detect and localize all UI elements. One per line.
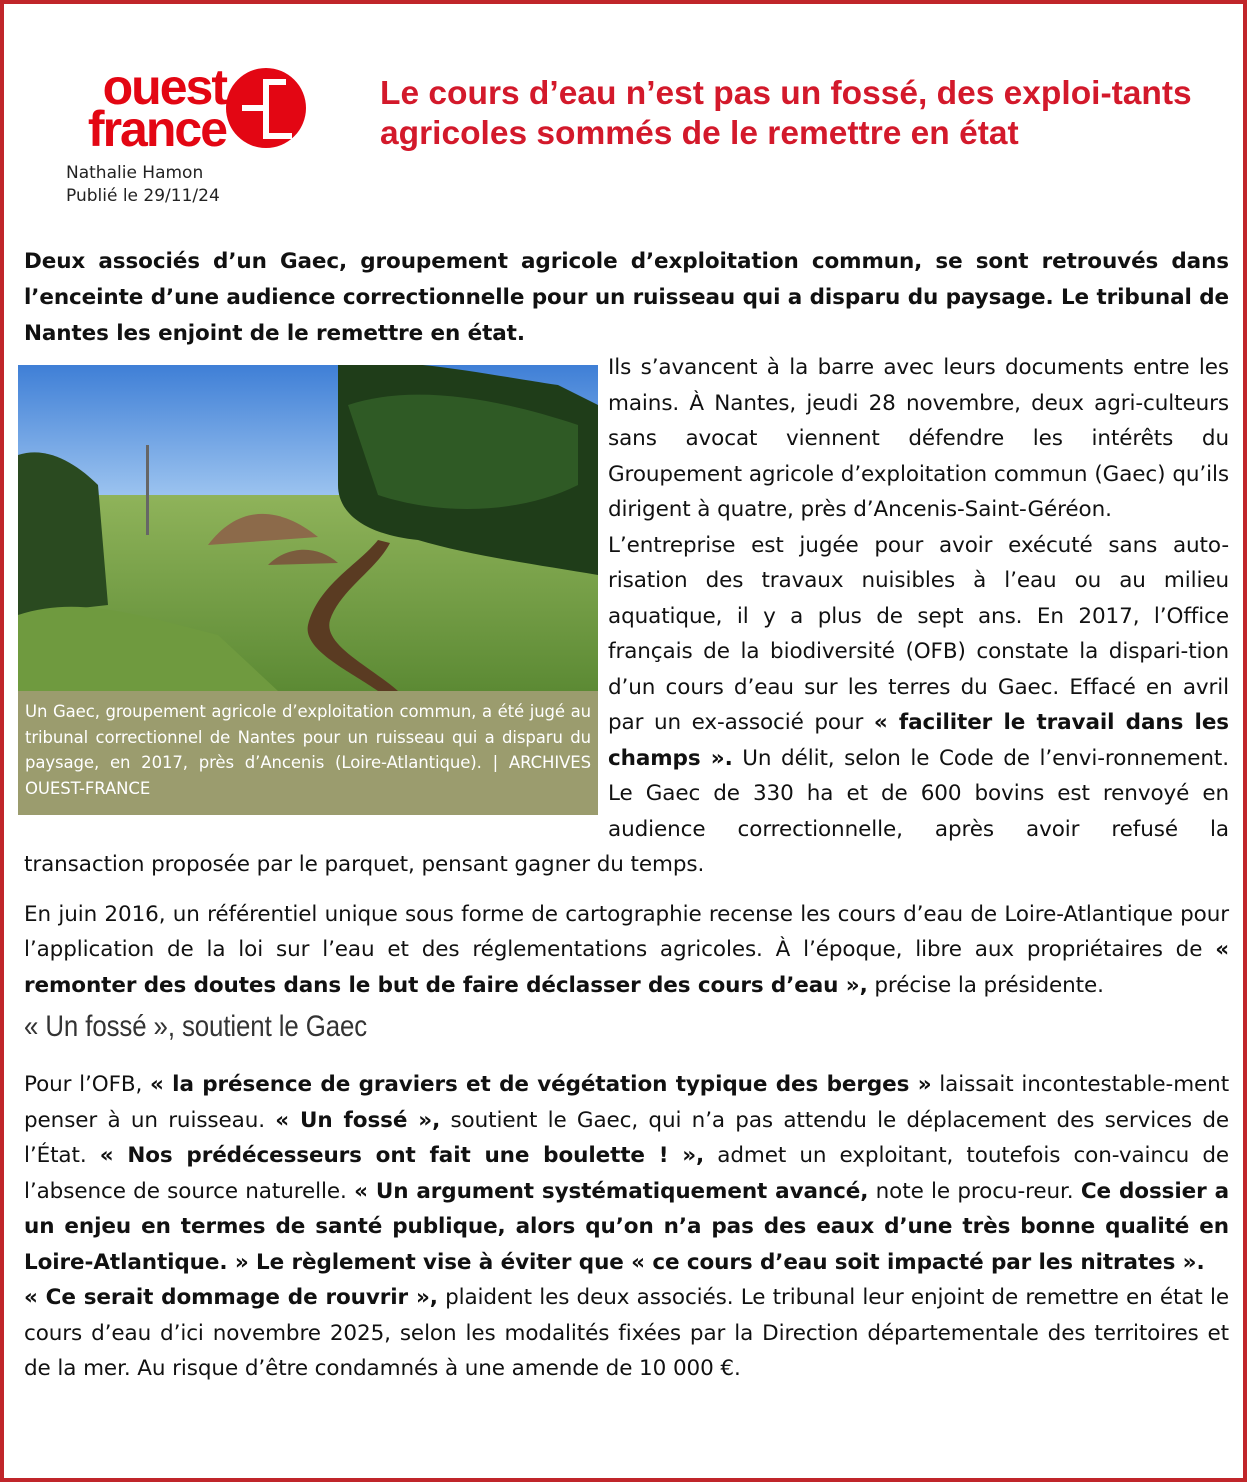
ouest-france-logo (48, 62, 308, 154)
p5-text-1: plaident les deux associés. Le tribunal leur enjoint de remettre en état le cours d’eau d’ici novembre 2025, selon les modalités fixées par la Direction départementale des territoires et de la mer. Au risque d’être condamnés à une amende de 10 000 €. (24, 1285, 1230, 1381)
p4-quote-5: Ce dossier a un enjeu en termes de santé publique, alors qu’on n’a pas des eaux d’une très bonne qualité en Loire-Atlantique. » Le règlement vise à éviter que « ce cours d’eau soit impacté par les nitrates ». (24, 1178, 1230, 1275)
p2-text-2: Un délit, selon le Code de l’envi-ronnement. Le Gaec de 330 ha et de 600 bovins est renvoyé en audience correctionnelle, après avoir refusé la transaction proposée par le parquet, pensant gagner du temps. (24, 745, 1229, 877)
logo-word-ouest: ouest (102, 62, 226, 115)
article-lede: Deux associés d’un Gaec, groupement agricole d’exploitation commun, se sont retrouvés dans l’enceinte d’une audience correctionnelle pour un ruisseau qui a disparu du paysage. Le tribunal de Nantes les enjoint de le remettre en état. (24, 249, 1229, 346)
p3-text-1: En juin 2016, un référentiel unique sous forme de cartographie recense les cours d’eau de Loire-Atlantique pour l’application de la loi sur l’eau et des réglementations agricoles. À l’époque, libre aux propriétaires de (24, 901, 1229, 962)
article-headline: Le cours d’eau n’est pas un fossé, des exploi-tants agricoles sommés de le remettre en état (380, 75, 1192, 152)
p4-text-2: laissait incontestable-ment penser à un ruisseau. (24, 1072, 1230, 1133)
article-figure (18, 365, 598, 815)
p4-text-3: soutient le Gaec, qui n’a pas attendu le déplacement des services de l’État. (24, 1107, 1229, 1168)
publish-date: Publié le 29/11/24 (66, 186, 220, 206)
p4-quote-2: « Un fossé », (275, 1107, 441, 1133)
p4-quote-1: « la présence de graviers et de végétation typique des berges » (150, 1072, 932, 1097)
logo-word-france: france (87, 101, 226, 154)
author: Nathalie Hamon (66, 163, 204, 183)
p5-quote-1: « Ce serait dommage de rouvrir », (24, 1285, 438, 1310)
section-subhead: « Un fossé », soutient le Gaec (24, 1010, 368, 1043)
p4-text-5: note le procu-reur. (875, 1178, 1074, 1204)
article-body (24, 350, 1229, 1387)
p3-text-2: précise la présidente. (874, 972, 1104, 998)
paragraph-1: Ils s’avancent à la barre avec leurs documents entre les mains. À Nantes, jeudi 28 novembre, deux agri-culteurs sans avocat viennent défendre les intérêts du Groupement agricole d’exploitation commun (Gaec) qu’ils dirigent à quatre, près d’Ancenis-Saint-Géréon. (608, 355, 1229, 522)
paragraph-4 (24, 1067, 1229, 1280)
paragraph-3 (24, 897, 1229, 1004)
p2-text-1: L’entreprise est jugée pour avoir exécuté sans auto-risation des travaux nuisibles à l’eau ou au milieu aquatique, il y a plus de sept ans. En 2017, l’Office français de la biodiversité (OFB) constate la dispari-tion d’un cours d’eau sur les terres du Gaec. Effacé en avril par un ex-associé pour (608, 532, 1229, 735)
paragraph-5 (24, 1280, 1229, 1387)
p3-quote-1: « remonter des doutes dans le but de faire déclasser des cours d’eau », (24, 937, 1229, 998)
byline (66, 162, 220, 208)
p4-text-4: admet un exploitant, toutefois con-vaincu de l’absence de source naturelle. (24, 1143, 1230, 1204)
field-photo (18, 365, 598, 691)
p2-quote-1: « faciliter le travail dans les champs ». (608, 710, 1229, 771)
p4-quote-4: « Un argument systématiquement avancé, (354, 1178, 869, 1204)
p4-quote-3: « Nos prédécesseurs ont fait une boulette ! », (99, 1143, 705, 1168)
photo-caption: Un Gaec, groupement agricole d’exploitation commun, a été jugé au tribunal correctionnel de Nantes pour un ruisseau qui a disparu du paysage, en 2017, près d’Ancenis (Loire-Atlantique). | ARCHIVES OUEST-FRANCE (25, 702, 591, 798)
p4-text-1: Pour l’OFB, (24, 1072, 143, 1097)
